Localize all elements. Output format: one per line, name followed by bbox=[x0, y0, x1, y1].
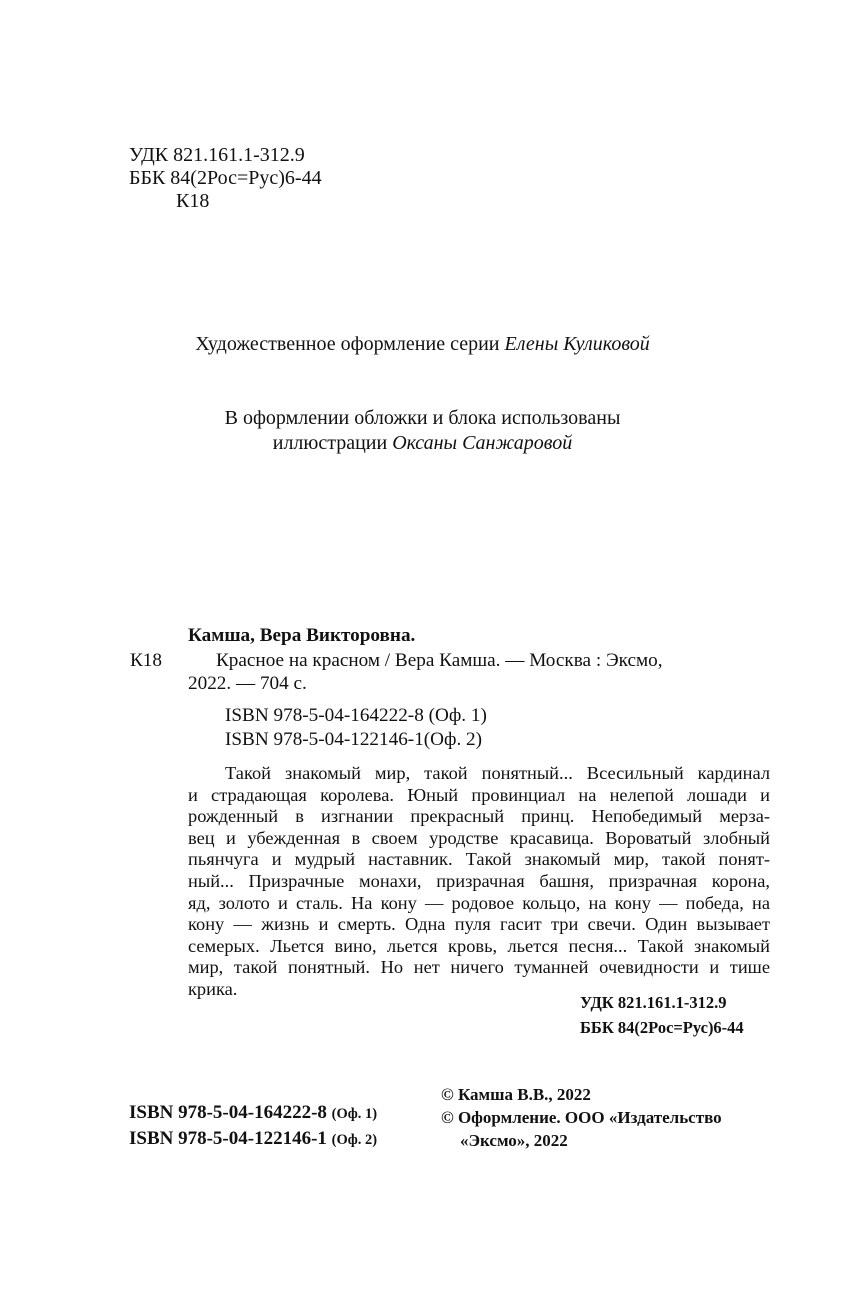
record-bbk: ББК 84(2Рос=Рус)6-44 bbox=[580, 1018, 744, 1037]
annotation bbox=[188, 763, 770, 1001]
footer-isbn-2 bbox=[129, 1128, 377, 1151]
author-mark-header: К18 bbox=[176, 190, 210, 212]
record-udk: УДК 821.161.1-312.9 bbox=[580, 993, 727, 1012]
title-line-1: Красное на красном / Вера Камша. — Москва : Эксмо, bbox=[216, 650, 663, 671]
bbk-header: ББК 84(2Рос=Рус)6-44 bbox=[129, 167, 322, 189]
footer-isbn-2-main: ISBN 978-5-04-122146-1 bbox=[129, 1128, 327, 1149]
annotation-line: кону — жизнь и смерть. Одна пуля гасит три свечи. Один вызывает bbox=[188, 914, 770, 935]
annotation-line: и страдающая королева. Юный провинциал на нелепой лошади и bbox=[188, 784, 770, 805]
annotation-line: пьянчуга и мудрый наставник. Такой знакомый мир, такой понят- bbox=[188, 849, 770, 870]
series-design-prefix: Художественное оформление серии bbox=[195, 333, 505, 355]
annotation-line: мир, такой понятный. Но нет ничего туманней очевидности и тише bbox=[188, 957, 770, 978]
annotation-line: семерых. Льется вино, льется кровь, льется песня... Такой знакомый bbox=[188, 935, 770, 956]
copyright-publisher: «Эксмо», 2022 bbox=[460, 1131, 568, 1150]
record-mark: К18 bbox=[130, 650, 162, 671]
isbn-line-1: ISBN 978-5-04-164222-8 (Оф. 1) bbox=[225, 705, 487, 726]
copyright-design: © Оформление. ООО «Издательство bbox=[441, 1108, 722, 1127]
footer-isbn-1-suffix: (Оф. 1) bbox=[331, 1106, 378, 1122]
cover-credit-line1: В оформлении обложки и блока использованы bbox=[224, 407, 621, 429]
author-heading: Камша, Вера Викторовна. bbox=[188, 625, 416, 646]
annotation-line: ный... Призрачные монахи, призрачная башня, призрачная корона, bbox=[188, 870, 770, 891]
copyright-author: © Камша В.В., 2022 bbox=[441, 1085, 591, 1104]
annotation-line: крика. bbox=[188, 978, 238, 999]
footer-isbn-1-main: ISBN 978-5-04-164222-8 bbox=[129, 1102, 327, 1123]
isbn-line-2: ISBN 978-5-04-122146-1(Оф. 2) bbox=[225, 729, 483, 750]
footer-isbn-2-suffix: (Оф. 2) bbox=[331, 1132, 378, 1148]
series-design-credit bbox=[0, 333, 845, 356]
footer-isbn-1 bbox=[129, 1102, 377, 1125]
annotation-line: рожденный в изгнании прекрасный принц. Непобедимый мерза- bbox=[188, 806, 770, 827]
annotation-line: вец и убежденная в своем уродстве красавица. Вороватый злобный bbox=[188, 827, 770, 848]
cover-credit-prefix: иллюстрации bbox=[272, 432, 393, 454]
series-designer-name: Елены Куликовой bbox=[504, 333, 650, 355]
cover-credit-line2 bbox=[0, 432, 845, 455]
annotation-line: Такой знакомый мир, такой понятный... Всесильный кардинал bbox=[225, 763, 770, 783]
annotation-line: яд, золото и сталь. На кону — родовое кольцо, на кону — победа, на bbox=[188, 892, 770, 913]
illustrator-name: Оксаны Санжаровой bbox=[392, 432, 573, 454]
title-line-2: 2022. — 704 с. bbox=[188, 673, 307, 694]
udk-header: УДК 821.161.1-312.9 bbox=[129, 144, 305, 166]
